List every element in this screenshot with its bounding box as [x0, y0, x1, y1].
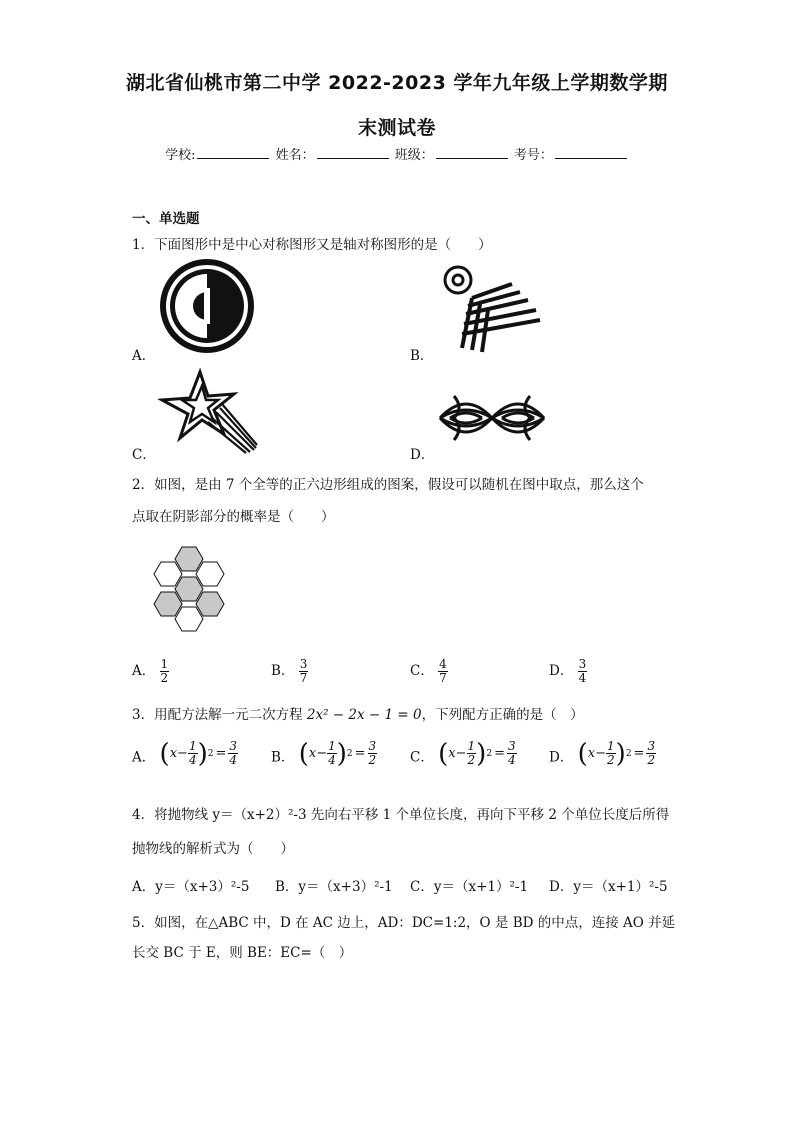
q4-option-c-expression: y＝（x+1）²-1 [433, 879, 529, 895]
q4-option-d-expression: y＝（x+1）²-5 [573, 879, 668, 895]
hexagon-lower-left [154, 592, 182, 616]
student-info-row [0, 144, 794, 163]
q5-text-line1: 5．如图，在△ABC 中，D 在 AC 边上，AD：DC=1:2，O 是 BD 的中点，连接 AO 并延 [132, 915, 676, 931]
q3-option-b[interactable]: B． ( x− $\frac{1}{4}$ ) 2 = $\frac{3}{2}$ [271, 738, 377, 769]
q3-option-d[interactable]: D． ( x− $\frac{1}{2}$ ) 2 = $\frac{3}{2}$ [549, 738, 656, 769]
name-label: 姓名： [275, 148, 315, 163]
q3-option-c-expression: ( x− $\frac{1}{2}$ ) 2 = $\frac{3}{4}$ [438, 738, 516, 769]
name-blank[interactable] [317, 146, 389, 159]
school-label: 学校: [165, 148, 196, 163]
q2-option-d[interactable]: D． $\frac{3}{4}$ [549, 657, 587, 685]
q3-option-c[interactable]: C． ( x− $\frac{1}{2}$ ) 2 = $\frac{3}{4}$ [410, 738, 516, 769]
hexagon-lower-right [196, 592, 224, 616]
q4-option-a[interactable]: A．y＝（x+3）²-5 [132, 879, 250, 895]
q4-text-line1: 4．将抛物线 y＝（x+2）²-3 先向右平移 1 个单位长度，再向下平移 2 个单位长度后所得 [132, 807, 670, 823]
q1-figure-d [436, 388, 548, 448]
q1-option-b[interactable]: B． [410, 348, 434, 364]
q4-option-b[interactable]: B．y＝（x+3）²-1 [275, 879, 393, 895]
number-blank[interactable] [555, 146, 627, 159]
q1-text: 1．下面图形中是中心对称图形又是轴对称图形的是（ ） [132, 237, 492, 253]
q2-option-d-fraction: $\frac{3}{4}$ [578, 657, 587, 685]
q2-option-b[interactable]: B． $\frac{3}{7}$ [271, 657, 308, 685]
q3-equation: 2x² − 2x − 1 = 0 [306, 707, 422, 723]
hexagon-upper-left [154, 562, 182, 586]
class-blank[interactable] [436, 146, 508, 159]
exam-title-line1: 湖北省仙桃市第二中学 2022-2023 学年九年级上学期数学期 [126, 72, 668, 94]
q2-option-a-fraction: $\frac{1}{2}$ [160, 657, 169, 685]
school-blank[interactable] [197, 146, 269, 159]
q5-text-line2: 长交 BC 于 E，则 BE：EC=（ ） [132, 945, 353, 961]
q1-figure-a [157, 258, 257, 358]
q3-option-a-expression: ( x− $\frac{1}{4}$ ) 2 = $\frac{3}{4}$ [159, 738, 238, 769]
number-label: 考号： [513, 148, 553, 163]
q1-figure-c [158, 368, 260, 454]
q2-option-c[interactable]: C． $\frac{4}{7}$ [410, 657, 447, 685]
q4-text-line2: 抛物线的解析式为（ ） [132, 841, 294, 857]
q2-option-c-fraction: $\frac{4}{7}$ [439, 657, 447, 685]
hexagon-center [175, 577, 203, 601]
q3-option-d-expression: ( x− $\frac{1}{2}$ ) 2 = $\frac{3}{2}$ [577, 738, 656, 769]
q2-text-line1: 2．如图，是由 7 个全等的正六边形组成的图案，假设可以随机在图中取点，那么这个 [132, 477, 644, 493]
q2-option-b-fraction: $\frac{3}{7}$ [299, 657, 308, 685]
hexagon-bottom [175, 607, 203, 631]
section-title: 一、单选题 [132, 211, 200, 227]
q4-option-c[interactable]: C．y＝（x+1）²-1 [410, 879, 529, 895]
q4-option-d[interactable]: D．y＝（x+1）²-5 [549, 879, 668, 895]
q3-option-a[interactable]: A． ( x− $\frac{1}{4}$ ) 2 = $\frac{3}{4}$ [132, 738, 238, 769]
hexagon-top [175, 547, 203, 571]
class-label: 班级： [394, 148, 434, 163]
exam-title-line2: 末测试卷 [357, 117, 436, 139]
q4-option-b-expression: y＝（x+3）²-1 [298, 879, 393, 895]
q3-text: 3．用配方法解一元二次方程 2x² − 2x − 1 = 0，下列配方正确的是（ ） [132, 707, 584, 723]
q4-option-a-expression: y＝（x+3）²-5 [155, 879, 250, 895]
q1-option-c[interactable]: C． [132, 447, 156, 463]
q2-option-a[interactable]: A． $\frac{1}{2}$ [132, 657, 169, 685]
q2-text-line2: 点取在阴影部分的概率是（ ） [132, 509, 335, 525]
q3-option-b-expression: ( x− $\frac{1}{4}$ ) 2 = $\frac{3}{2}$ [298, 738, 377, 769]
q1-figure-b [440, 262, 550, 354]
q1-option-d[interactable]: D． [410, 447, 435, 463]
q1-option-a[interactable]: A． [132, 348, 156, 364]
hexagon-pattern-figure [146, 542, 232, 636]
hexagon-upper-right [196, 562, 224, 586]
